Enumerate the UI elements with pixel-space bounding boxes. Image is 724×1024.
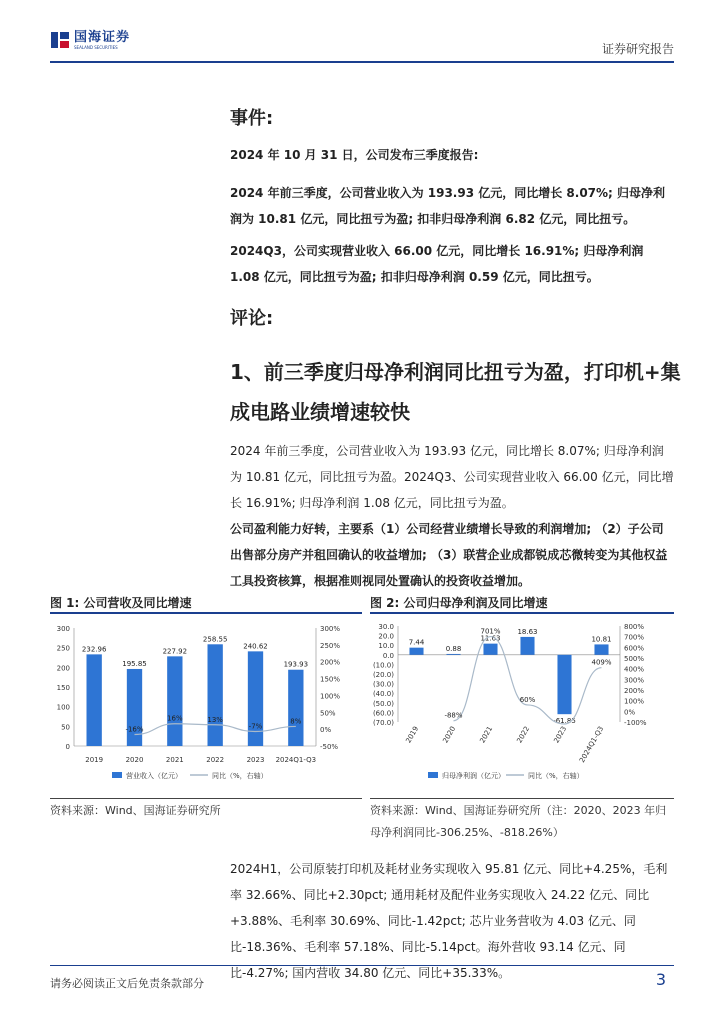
figure2-title: 图 2: 公司归母净利润及同比增速 — [370, 596, 548, 610]
y-right-tick-label: 800% — [624, 623, 645, 631]
line-data-label: 60% — [519, 695, 536, 704]
legend-bar-swatch — [428, 772, 438, 778]
event-line1: 2024 年 10 月 31 日，公司发布三季度报告: — [230, 148, 479, 162]
figure2-top-line — [370, 612, 674, 614]
y-left-tick-label: (30.0) — [372, 680, 394, 689]
bar-2024Q1-Q3 — [594, 644, 608, 654]
line-data-label: 16% — [167, 714, 183, 723]
page-number: 3 — [655, 970, 666, 989]
bar-data-label: 7.44 — [408, 638, 425, 647]
footer-divider — [50, 965, 674, 966]
legend-line-label: 同比（%，右轴） — [528, 772, 584, 780]
bar-2022 — [208, 644, 223, 746]
y-right-tick-label: -100% — [624, 719, 647, 727]
y-left-tick-label: (60.0) — [372, 709, 394, 718]
y-right-tick-label: 400% — [624, 665, 645, 674]
bar-2021 — [483, 644, 497, 655]
y-left-tick-label: 300 — [56, 625, 70, 633]
section-title: 1、前三季度归母净利润同比扭亏为盈，打印机+集成电路业绩增速较快 — [230, 360, 681, 424]
line-data-label: -16% — [125, 725, 144, 734]
bar-data-label: 227.92 — [162, 647, 188, 656]
event-para3: 2024Q3，公司实现营业收入 66.00 亿元，同比增长 16.91%; 归母净利润 1.08 亿元，同比扭亏为盈; 扣非归母净利润 0.59 亿元，同比扭亏。 — [230, 244, 644, 284]
bar-2019 — [87, 654, 102, 746]
y-left-tick-label: 250 — [56, 644, 70, 653]
y-left-tick-label: 50 — [61, 723, 70, 732]
legend-bar-swatch — [112, 772, 122, 778]
x-tick-label: 2024Q1-Q3 — [578, 725, 606, 765]
bar-data-label: 258.55 — [202, 635, 228, 644]
x-tick-label: 2019 — [85, 756, 104, 764]
x-tick-label: 2024Q1-Q3 — [275, 756, 317, 764]
y-left-tick-label: 100 — [56, 703, 70, 712]
y-left-tick-label: (40.0) — [372, 690, 394, 699]
figure1-title: 图 1: 公司营收及同比增速 — [50, 596, 192, 610]
x-tick-label: 2020 — [125, 756, 144, 764]
comment-para2: 公司盈利能力好转，主要系（1）公司经营业绩增长导致的利润增加; （2）子公司出售部分房产并租回确认的收益增加; （3）联营企业成都锐成芯微转变为其他权益工具投资核算，根据准则视同处置确认的投资收益增加。 — [230, 522, 668, 588]
legend-bar-label: 归母净利润（亿元） — [442, 772, 505, 780]
company-logo — [50, 30, 130, 50]
bar-2020 — [446, 654, 460, 655]
bar-data-label: 193.93 — [283, 660, 309, 669]
line-data-label: 8% — [290, 717, 302, 726]
y-left-tick-label: 0 — [65, 743, 70, 751]
logo-text-cn: 国海证券 — [74, 29, 131, 45]
y-right-tick-label: 700% — [624, 633, 645, 642]
comment-para3: 2024H1，公司原装打印机及耗材业务实现收入 95.81 亿元、同比+4.25%，毛利率 32.66%、同比+2.30pct; 通用耗材及配件业务实现收入 24.22 亿元、同比+3.88%、毛利率 30.69%、同比-1.42pct; 芯片业务营收为 4.03 亿元、同比-18.36%、毛利率 57.18%、同比-5.14pct。海外营收 93.14 亿元、同比-4.27%; 国内营收 34.80 亿元、同比+35.33%。 — [230, 862, 668, 980]
x-tick-label: 2020 — [441, 725, 458, 745]
x-tick-label: 2019 — [404, 725, 421, 745]
bar-2021 — [167, 656, 182, 746]
report-type: 证券研究报告 — [601, 42, 674, 56]
bar-2022 — [520, 637, 534, 655]
x-tick-label: 2021 — [478, 725, 495, 745]
bar-data-label: 240.62 — [243, 642, 268, 651]
y-right-tick-label: 50% — [320, 709, 336, 718]
bar-data-label: 195.85 — [122, 659, 147, 668]
figure1-bottom-line — [50, 798, 362, 799]
figure2-bottom-line — [370, 798, 674, 799]
line-data-label: 701% — [480, 627, 501, 636]
y-left-tick-label: (70.0) — [372, 719, 394, 727]
y-right-tick-label: 200% — [624, 687, 645, 695]
bar-data-label: -61.85 — [553, 717, 576, 726]
y-right-tick-label: 600% — [624, 644, 645, 653]
line-data-label: -88% — [444, 711, 463, 720]
figure2-source: 资料来源：Wind、国海证券研究所（注：2020、2023 年归母净利润同比-306.25%、-818.26%） — [370, 804, 667, 839]
y-right-tick-label: -50% — [320, 743, 339, 751]
y-right-tick-label: 300% — [624, 676, 645, 685]
x-tick-label: 2022 — [515, 725, 532, 745]
bar-data-label: 10.81 — [591, 635, 612, 644]
logo-text-en: SEALAND SECURITIES — [74, 44, 118, 50]
y-left-tick-label: (50.0) — [372, 699, 394, 708]
y-right-tick-label: 100% — [320, 692, 341, 701]
y-right-tick-label: 100% — [624, 697, 645, 706]
legend-bar-label: 营业收入（亿元） — [126, 772, 182, 780]
line-data-label: 409% — [591, 658, 612, 667]
comment-heading: 评论: — [230, 308, 274, 329]
header-divider — [50, 61, 674, 63]
bar-data-label: 18.63 — [517, 627, 538, 636]
comment-para1: 2024 年前三季度，公司营业收入为 193.93 亿元，同比增长 8.07%; 归母净利润为 10.81 亿元，同比扭亏为盈。2024Q3、公司实现营业收入 66.00 亿元，同比增长 16.91%; 归母净利润 1.08 亿元，同比扭亏为盈。 — [230, 444, 674, 510]
y-left-tick-label: 200 — [56, 664, 70, 673]
line-data-label: -7% — [248, 722, 263, 731]
footer-disclaimer: 请务必阅读正文后免责条款部分 — [50, 977, 204, 990]
event-para2: 2024 年前三季度，公司营业收入为 193.93 亿元，同比增长 8.07%; 归母净利润为 10.81 亿元，同比扭亏为盈; 扣非归母净利润 6.82 亿元，同比扭亏。 — [230, 186, 666, 226]
bar-data-label: 11.63 — [480, 634, 501, 643]
logo-icon — [50, 30, 70, 50]
y-right-tick-label: 300% — [320, 625, 341, 633]
event-heading: 事件: — [230, 108, 274, 129]
bar-2023 — [557, 655, 571, 714]
y-left-tick-label: 20.0 — [378, 632, 394, 641]
line-data-label: 13% — [207, 715, 223, 724]
y-right-tick-label: 250% — [320, 641, 341, 650]
bar-data-label: 232.96 — [81, 645, 107, 654]
y-right-tick-label: 500% — [624, 655, 645, 663]
figure2-chart — [370, 618, 674, 798]
bar-2019 — [409, 648, 423, 655]
x-tick-label: 2021 — [165, 756, 184, 764]
y-left-tick-label: 10.0 — [378, 642, 394, 651]
y-left-tick-label: 150 — [56, 684, 70, 692]
y-left-tick-label: 30.0 — [378, 623, 394, 631]
x-tick-label: 2023 — [552, 725, 569, 745]
bar-data-label: 0.88 — [445, 644, 462, 653]
x-tick-label: 2022 — [206, 756, 225, 764]
y-right-tick-label: 0% — [624, 708, 636, 717]
figure1-top-line — [50, 612, 362, 614]
legend-line-label: 同比（%，右轴） — [212, 772, 268, 780]
y-right-tick-label: 0% — [320, 726, 332, 735]
y-left-tick-label: (20.0) — [372, 671, 394, 679]
bar-2024Q1-Q3 — [288, 670, 303, 746]
y-left-tick-label: (10.0) — [372, 661, 394, 670]
y-right-tick-label: 200% — [320, 658, 341, 667]
y-right-tick-label: 150% — [320, 675, 341, 684]
figure1-chart — [50, 618, 362, 798]
y-left-tick-label: 0.0 — [382, 651, 394, 660]
figure1-source: 资料来源：Wind、国海证券研究所 — [50, 804, 221, 817]
x-tick-label: 2023 — [246, 756, 265, 764]
